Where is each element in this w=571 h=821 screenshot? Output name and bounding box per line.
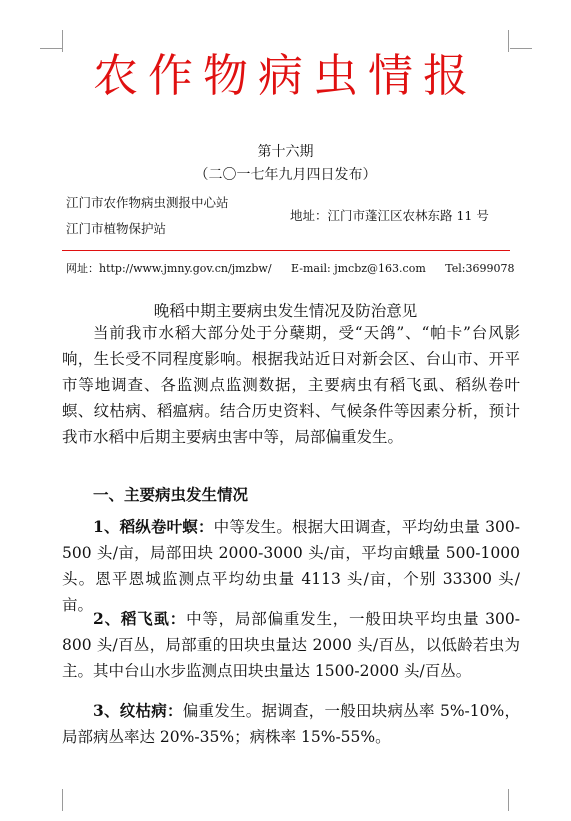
item-lead: 3、纹枯病： — [93, 701, 183, 720]
website-link[interactable]: 网址：http://www.jmny.gov.cn/jmzbw/ — [66, 262, 272, 275]
article-title: 晚稻中期主要病虫发生情况及防治意见 — [153, 302, 418, 320]
contact-line — [66, 262, 514, 276]
crop-mark-bottom-right — [508, 789, 509, 811]
item-paragraph — [62, 698, 520, 750]
telephone: Tel:3699078 — [445, 262, 515, 275]
item-text: 中等发生。根据大田调查，平均幼虫量 300-500 头/亩，局部田块 2000-3000 头/亩，平均亩蛾量 500-1000 头。恩平恩城监测点平均幼虫量 4113 头/亩，个别 33300 头/亩。 — [62, 518, 520, 614]
item-text: 偏重发生。据调查，一般田块病丛率 5%-10%，局部病丛率达 20%-35%；病株率 15%-55%。 — [62, 702, 520, 746]
item-paragraph — [62, 606, 520, 684]
masthead-title: 农作物病虫情报 — [92, 49, 478, 102]
intro-paragraph: 当前我市水稻大部分处于分蘖期，受“天鸽”、“帕卡”台风影响，生长受不同程度影响。根据我站近日对新会区、台山市、开平市等地调查、各监测点监测数据，主要病虫有稻飞虱、稻纵卷叶螟、纹枯病、稻瘟病。结合历史资料、气候条件等因素分析，预计我市水稻中后期主要病虫害中等，局部偏重发生。 — [62, 324, 520, 446]
release-date: （二〇一七年九月四日发布） — [194, 167, 377, 183]
item-text: 中等，局部偏重发生，一般田块平均虫量 300-800 头/百丛，局部重的田块虫量达 2000 头/百丛，以低龄若虫为主。其中台山水步监测点田块虫量达 1500-2000 头/百丛。 — [62, 610, 520, 680]
item-paragraph — [62, 514, 520, 618]
item-lead: 2、稻飞虱： — [93, 609, 187, 628]
item-lead: 1、稻纵卷叶螟： — [93, 517, 214, 536]
section-heading: 一、主要病虫发生情况 — [93, 485, 249, 504]
issuer-2: 江门市植物保护站 — [66, 221, 167, 236]
address: 地址：江门市蓬江区农林东路 11 号 — [290, 208, 489, 223]
issuer-1: 江门市农作物病虫测报中心站 — [66, 195, 229, 210]
crop-mark-bottom-left — [62, 789, 63, 811]
issue-number: 第十六期 — [257, 144, 314, 160]
email-link[interactable]: E-mail: jmcbz@163.com — [291, 262, 426, 275]
header-divider — [62, 250, 510, 251]
